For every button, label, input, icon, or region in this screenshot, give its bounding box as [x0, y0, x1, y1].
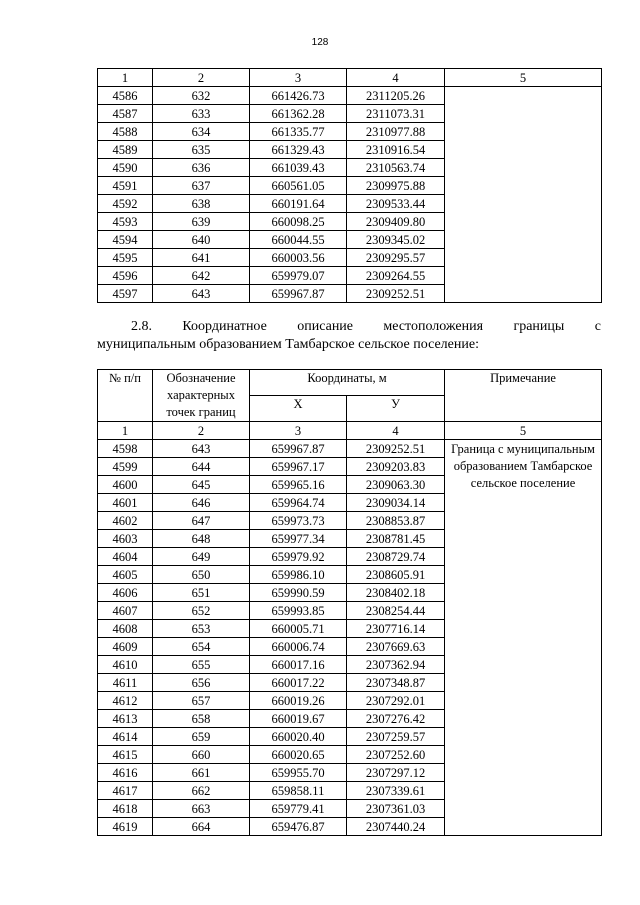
- point-designation: 650: [153, 566, 250, 584]
- coordinates-table-continued: [97, 68, 602, 303]
- coordinate-x: 661362.28: [250, 105, 347, 123]
- coordinate-y: 2308853.87: [347, 512, 445, 530]
- point-designation: 661: [153, 764, 250, 782]
- heading-word: с: [594, 319, 601, 334]
- coordinate-x: 659858.11: [250, 782, 347, 800]
- coordinate-y: 2307339.61: [347, 782, 445, 800]
- point-number: 4610: [98, 656, 153, 674]
- coordinate-y: 2307348.87: [347, 674, 445, 692]
- coordinate-y: 2309295.57: [347, 249, 445, 267]
- coordinate-x: 659964.74: [250, 494, 347, 512]
- coordinate-x: 659990.59: [250, 584, 347, 602]
- point-number: 4599: [98, 458, 153, 476]
- point-designation: 663: [153, 800, 250, 818]
- point-number: 4602: [98, 512, 153, 530]
- coordinates-table-tambar: [97, 369, 602, 836]
- coordinate-x: 661335.77: [250, 123, 347, 141]
- coordinate-x: 659967.87: [250, 440, 347, 458]
- point-number: 4590: [98, 159, 153, 177]
- coordinate-y: 2307440.24: [347, 818, 445, 836]
- heading-word: границы: [513, 319, 565, 334]
- point-number: 4613: [98, 710, 153, 728]
- coordinate-y: 2308605.91: [347, 566, 445, 584]
- point-designation: 635: [153, 141, 250, 159]
- section-heading-line-1: [97, 318, 601, 336]
- coordinate-x: 659986.10: [250, 566, 347, 584]
- coordinate-y: 2311205.26: [347, 87, 445, 105]
- point-number: 4607: [98, 602, 153, 620]
- coordinate-y: 2309252.51: [347, 440, 445, 458]
- point-designation: 649: [153, 548, 250, 566]
- point-number: 4611: [98, 674, 153, 692]
- coordinate-y: 2307292.01: [347, 692, 445, 710]
- header-y: У: [347, 396, 445, 422]
- point-designation: 637: [153, 177, 250, 195]
- coordinate-y: 2307297.12: [347, 764, 445, 782]
- point-number: 4592: [98, 195, 153, 213]
- coordinate-x: 659979.07: [250, 267, 347, 285]
- column-index: 5: [445, 69, 602, 87]
- point-designation: 657: [153, 692, 250, 710]
- point-number: 4588: [98, 123, 153, 141]
- table-index-row: [98, 422, 602, 440]
- point-number: 4619: [98, 818, 153, 836]
- point-designation: 643: [153, 440, 250, 458]
- point-designation: 651: [153, 584, 250, 602]
- section-heading: [97, 318, 601, 354]
- coordinate-x: 660019.67: [250, 710, 347, 728]
- coordinate-y: 2307276.42: [347, 710, 445, 728]
- header-number: № п/п: [98, 370, 153, 422]
- coordinate-x: 659967.17: [250, 458, 347, 476]
- page-number: 128: [311, 37, 329, 48]
- point-number: 4600: [98, 476, 153, 494]
- point-designation: 652: [153, 602, 250, 620]
- point-designation: 653: [153, 620, 250, 638]
- coordinate-x: 661329.43: [250, 141, 347, 159]
- point-designation: 642: [153, 267, 250, 285]
- coordinate-y: 2311073.31: [347, 105, 445, 123]
- point-number: 4617: [98, 782, 153, 800]
- header-note: Примечание: [445, 370, 602, 422]
- coordinate-y: 2310977.88: [347, 123, 445, 141]
- point-designation: 641: [153, 249, 250, 267]
- column-index: 2: [153, 422, 250, 440]
- coordinate-y: 2307362.94: [347, 656, 445, 674]
- coordinate-y: 2309264.55: [347, 267, 445, 285]
- point-number: 4598: [98, 440, 153, 458]
- point-number: 4603: [98, 530, 153, 548]
- point-designation: 646: [153, 494, 250, 512]
- point-number: 4609: [98, 638, 153, 656]
- coordinate-y: 2307252.60: [347, 746, 445, 764]
- header-x: X: [250, 396, 347, 422]
- point-designation: 648: [153, 530, 250, 548]
- point-designation: 639: [153, 213, 250, 231]
- header-point-designation: Обозначение характерных точек границ: [153, 370, 250, 422]
- coordinate-y: 2308729.74: [347, 548, 445, 566]
- coordinate-x: 659779.41: [250, 800, 347, 818]
- point-designation: 655: [153, 656, 250, 674]
- table-row: [98, 87, 602, 105]
- coordinate-x: 660191.64: [250, 195, 347, 213]
- column-index: 4: [347, 69, 445, 87]
- point-designation: 662: [153, 782, 250, 800]
- point-designation: 645: [153, 476, 250, 494]
- point-number: 4605: [98, 566, 153, 584]
- coordinate-y: 2308781.45: [347, 530, 445, 548]
- point-designation: 632: [153, 87, 250, 105]
- table-header-row: [98, 370, 602, 396]
- heading-word: Координатное: [182, 319, 267, 334]
- column-index: 4: [347, 422, 445, 440]
- point-designation: 644: [153, 458, 250, 476]
- coordinate-y: 2307669.63: [347, 638, 445, 656]
- coordinate-x: 660006.74: [250, 638, 347, 656]
- point-number: 4593: [98, 213, 153, 231]
- coordinate-x: 660003.56: [250, 249, 347, 267]
- point-designation: 647: [153, 512, 250, 530]
- point-number: 4595: [98, 249, 153, 267]
- point-number: 4591: [98, 177, 153, 195]
- coordinate-x: 660044.55: [250, 231, 347, 249]
- point-designation: 664: [153, 818, 250, 836]
- coordinate-y: 2309975.88: [347, 177, 445, 195]
- point-designation: 636: [153, 159, 250, 177]
- coordinate-x: 659967.87: [250, 285, 347, 303]
- point-designation: 660: [153, 746, 250, 764]
- coordinate-y: 2310563.74: [347, 159, 445, 177]
- point-designation: 634: [153, 123, 250, 141]
- coordinate-x: 660019.26: [250, 692, 347, 710]
- coordinate-x: 660020.40: [250, 728, 347, 746]
- section-heading-line-2: муниципальным образованием Тамбарское сельское поселение:: [97, 337, 479, 352]
- coordinate-y: 2309533.44: [347, 195, 445, 213]
- point-number: 4606: [98, 584, 153, 602]
- coordinate-x: 660017.22: [250, 674, 347, 692]
- point-number: 4615: [98, 746, 153, 764]
- coordinate-y: 2307716.14: [347, 620, 445, 638]
- column-index: 5: [445, 422, 602, 440]
- coordinate-x: 659977.34: [250, 530, 347, 548]
- coordinate-x: 661426.73: [250, 87, 347, 105]
- column-index: 3: [250, 69, 347, 87]
- point-number: 4587: [98, 105, 153, 123]
- note-cell: [445, 87, 602, 303]
- point-designation: 658: [153, 710, 250, 728]
- header-coordinates: Координаты, м: [250, 370, 445, 396]
- coordinate-x: 660005.71: [250, 620, 347, 638]
- coordinate-x: 659955.70: [250, 764, 347, 782]
- coordinate-x: 660561.05: [250, 177, 347, 195]
- point-number: 4614: [98, 728, 153, 746]
- coordinate-x: 659993.85: [250, 602, 347, 620]
- note-cell: Граница с муниципальным образованием Тамбарское сельское поселение: [445, 440, 602, 836]
- coordinate-x: 661039.43: [250, 159, 347, 177]
- coordinate-y: 2309063.30: [347, 476, 445, 494]
- coordinate-y: 2309345.02: [347, 231, 445, 249]
- coordinate-x: 659979.92: [250, 548, 347, 566]
- point-designation: 633: [153, 105, 250, 123]
- point-number: 4586: [98, 87, 153, 105]
- point-designation: 654: [153, 638, 250, 656]
- point-number: 4616: [98, 764, 153, 782]
- point-number: 4601: [98, 494, 153, 512]
- point-number: 4596: [98, 267, 153, 285]
- coordinate-y: 2309203.83: [347, 458, 445, 476]
- heading-word: местоположения: [383, 319, 484, 334]
- heading-word: описание: [297, 319, 354, 334]
- coordinate-x: 659965.16: [250, 476, 347, 494]
- coordinate-x: 660098.25: [250, 213, 347, 231]
- coordinate-y: 2307361.03: [347, 800, 445, 818]
- coordinate-x: 660017.16: [250, 656, 347, 674]
- coordinate-y: 2307259.57: [347, 728, 445, 746]
- point-designation: 643: [153, 285, 250, 303]
- column-index: 1: [98, 422, 153, 440]
- point-number: 4594: [98, 231, 153, 249]
- coordinate-y: 2308254.44: [347, 602, 445, 620]
- point-designation: 659: [153, 728, 250, 746]
- column-index: 2: [153, 69, 250, 87]
- heading-word: 2.8.: [131, 319, 152, 334]
- table-row: [98, 440, 602, 458]
- coordinate-y: 2309252.51: [347, 285, 445, 303]
- coordinate-x: 659476.87: [250, 818, 347, 836]
- point-designation: 640: [153, 231, 250, 249]
- point-designation: 638: [153, 195, 250, 213]
- coordinate-x: 659973.73: [250, 512, 347, 530]
- coordinate-x: 660020.65: [250, 746, 347, 764]
- point-number: 4608: [98, 620, 153, 638]
- point-number: 4589: [98, 141, 153, 159]
- table-header-row: [98, 69, 602, 87]
- coordinate-y: 2310916.54: [347, 141, 445, 159]
- point-designation: 656: [153, 674, 250, 692]
- point-number: 4612: [98, 692, 153, 710]
- column-index: 1: [98, 69, 153, 87]
- table-body: [98, 87, 602, 303]
- table-body: [98, 440, 602, 836]
- point-number: 4597: [98, 285, 153, 303]
- point-number: 4618: [98, 800, 153, 818]
- coordinate-y: 2308402.18: [347, 584, 445, 602]
- coordinate-y: 2309409.80: [347, 213, 445, 231]
- coordinate-y: 2309034.14: [347, 494, 445, 512]
- point-number: 4604: [98, 548, 153, 566]
- column-index: 3: [250, 422, 347, 440]
